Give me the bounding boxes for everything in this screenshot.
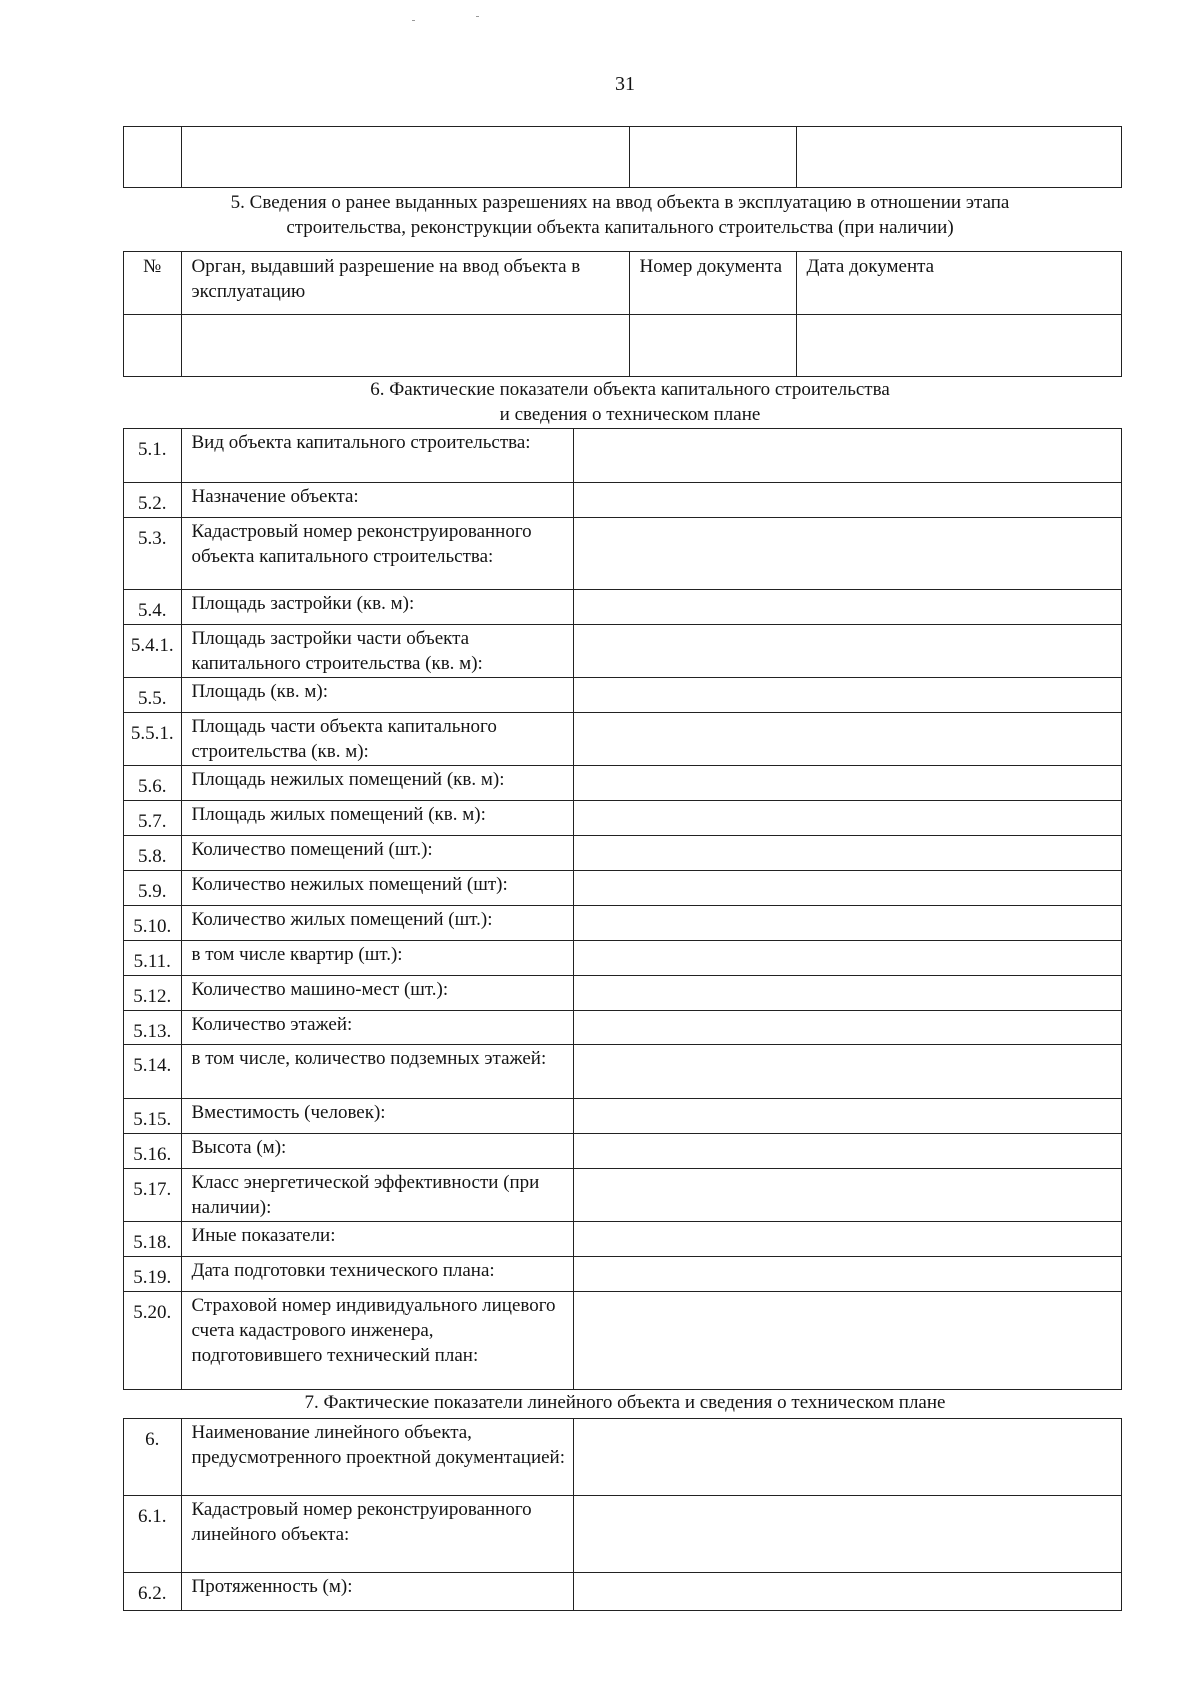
row-value-cell	[573, 482, 1121, 517]
row-value-cell	[573, 1291, 1121, 1389]
row-value-cell	[573, 429, 1121, 482]
row-number: 5.3.	[124, 517, 181, 589]
row-number: 6.2.	[124, 1572, 181, 1610]
row-value-cell	[573, 905, 1121, 940]
row-number: 5.8.	[124, 836, 181, 871]
row-label: в том числе, количество подземных этажей:	[181, 1045, 573, 1098]
table-row	[124, 624, 1121, 677]
row-number: 5.19.	[124, 1256, 181, 1291]
row-number: 5.10.	[124, 905, 181, 940]
row-number: 5.7.	[124, 801, 181, 836]
row-label: Количество машино-мест (шт.):	[181, 975, 573, 1010]
row-label: Вид объекта капитального строительства:	[181, 429, 573, 482]
table-row	[124, 1045, 1121, 1098]
table-row	[124, 870, 1121, 905]
row-number: 5.6.	[124, 766, 181, 801]
row-number: 5.14.	[124, 1045, 181, 1098]
row-label: Количество жилых помещений (шт.):	[181, 905, 573, 940]
table-row	[124, 517, 1121, 589]
row-value-cell	[573, 1133, 1121, 1168]
row-value-cell	[573, 836, 1121, 871]
row-label: Высота (м):	[181, 1133, 573, 1168]
table-row	[124, 1222, 1121, 1257]
empty-cell	[629, 314, 796, 376]
section7-table	[123, 1418, 1122, 1611]
empty-cell	[124, 314, 181, 376]
row-label: Класс энергетической эффективности (при наличии):	[181, 1168, 573, 1221]
row-label: Кадастровый номер реконструированного линейного объекта:	[181, 1495, 573, 1572]
row-label: Кадастровый номер реконструированного объекта капитального строительства:	[181, 517, 573, 589]
empty-cell	[124, 127, 181, 187]
row-value-cell	[573, 940, 1121, 975]
row-label: Назначение объекта:	[181, 482, 573, 517]
row-label: Наименование линейного объекта, предусмотренного проектной документацией:	[181, 1419, 573, 1495]
section6-table	[123, 428, 1122, 1390]
row-value-cell	[573, 1045, 1121, 1098]
row-value-cell	[573, 1098, 1121, 1133]
row-value-cell	[573, 589, 1121, 624]
row-number: 6.	[124, 1419, 181, 1495]
empty-cell	[796, 314, 1121, 376]
table-row	[124, 1419, 1121, 1495]
row-label: Площадь (кв. м):	[181, 677, 573, 712]
table-row	[124, 975, 1121, 1010]
section5-title-line1: 5. Сведения о ранее выданных разрешениях на ввод объекта в эксплуатацию в отношении этапа	[230, 192, 1010, 213]
row-value-cell	[573, 1572, 1121, 1610]
table-row	[124, 127, 1121, 187]
section6-title-line1: 6. Фактические показатели объекта капитального строительства	[370, 379, 890, 400]
row-label: Площадь жилых помещений (кв. м):	[181, 801, 573, 836]
row-label: Количество помещений (шт.):	[181, 836, 573, 871]
header-doc-date: Дата документа	[796, 252, 1121, 314]
row-value-cell	[573, 517, 1121, 589]
section7-title: 7. Фактические показатели линейного объекта и сведения о техническом плане	[304, 1392, 946, 1413]
row-label: Страховой номер индивидуального лицевого счета кадастрового инженера, подготовившего технический план:	[181, 1291, 573, 1389]
table-row	[124, 1291, 1121, 1389]
table-row	[124, 589, 1121, 624]
row-value-cell	[573, 1168, 1121, 1221]
table-row	[124, 482, 1121, 517]
table-row	[124, 940, 1121, 975]
table-row	[124, 1010, 1121, 1045]
row-number: 5.12.	[124, 975, 181, 1010]
row-number: 5.1.	[124, 429, 181, 482]
row-number: 5.17.	[124, 1168, 181, 1221]
page-number: 31	[615, 73, 635, 95]
row-number: 5.18.	[124, 1222, 181, 1257]
row-number: 5.11.	[124, 940, 181, 975]
header-num: №	[124, 252, 181, 314]
table-row	[124, 1572, 1121, 1610]
table-row	[124, 1098, 1121, 1133]
row-number: 5.2.	[124, 482, 181, 517]
row-number: 5.13.	[124, 1010, 181, 1045]
row-number: 5.4.1.	[124, 624, 181, 677]
empty-cell	[629, 127, 796, 187]
row-label: Иные показатели:	[181, 1222, 573, 1257]
empty-cell	[796, 127, 1121, 187]
table-header-row	[124, 252, 1121, 314]
section5-title	[100, 190, 1140, 240]
row-label: Дата подготовки технического плана:	[181, 1256, 573, 1291]
row-number: 5.16.	[124, 1133, 181, 1168]
row-number: 5.4.	[124, 589, 181, 624]
row-value-cell	[573, 1222, 1121, 1257]
row-number: 6.1.	[124, 1495, 181, 1572]
row-label: Вместимость (человек):	[181, 1098, 573, 1133]
table-row	[124, 712, 1121, 765]
carryover-table	[123, 126, 1122, 188]
row-value-cell	[573, 1495, 1121, 1572]
row-label: Протяженность (м):	[181, 1572, 573, 1610]
row-label: Площадь части объекта капитального строительства (кв. м):	[181, 712, 573, 765]
row-label: в том числе квартир (шт.):	[181, 940, 573, 975]
row-value-cell	[573, 801, 1121, 836]
section5-table	[123, 251, 1122, 377]
header-doc-number: Номер документа	[629, 252, 796, 314]
section6-title-line2: и сведения о техническом плане	[499, 404, 761, 425]
table-row	[124, 429, 1121, 482]
row-label: Площадь застройки (кв. м):	[181, 589, 573, 624]
row-label: Площадь нежилых помещений (кв. м):	[181, 766, 573, 801]
scan-speck	[412, 20, 415, 21]
row-label: Количество нежилых помещений (шт):	[181, 870, 573, 905]
row-number: 5.5.	[124, 677, 181, 712]
table-row	[124, 766, 1121, 801]
row-number: 5.5.1.	[124, 712, 181, 765]
row-value-cell	[573, 624, 1121, 677]
row-value-cell	[573, 1010, 1121, 1045]
empty-cell	[181, 314, 629, 376]
row-value-cell	[573, 1256, 1121, 1291]
table-row	[124, 314, 1121, 376]
row-number: 5.20.	[124, 1291, 181, 1389]
header-organ: Орган, выдавший разрешение на ввод объекта в эксплуатацию	[181, 252, 629, 314]
row-value-cell	[573, 766, 1121, 801]
section5-title-line2: строительства, реконструкции объекта капитального строительства (при наличии)	[286, 217, 954, 238]
table-row	[124, 1133, 1121, 1168]
row-value-cell	[573, 975, 1121, 1010]
row-value-cell	[573, 1419, 1121, 1495]
row-label: Площадь застройки части объекта капитального строительства (кв. м):	[181, 624, 573, 677]
row-value-cell	[573, 712, 1121, 765]
table-row	[124, 801, 1121, 836]
section6-title	[280, 377, 980, 427]
table-row	[124, 905, 1121, 940]
row-value-cell	[573, 677, 1121, 712]
table-row	[124, 1256, 1121, 1291]
row-value-cell	[573, 870, 1121, 905]
table-row	[124, 1168, 1121, 1221]
scan-speck	[476, 16, 479, 17]
row-number: 5.9.	[124, 870, 181, 905]
row-number: 5.15.	[124, 1098, 181, 1133]
table-row	[124, 836, 1121, 871]
row-label: Количество этажей:	[181, 1010, 573, 1045]
table-row	[124, 1495, 1121, 1572]
empty-cell	[181, 127, 629, 187]
table-row	[124, 677, 1121, 712]
